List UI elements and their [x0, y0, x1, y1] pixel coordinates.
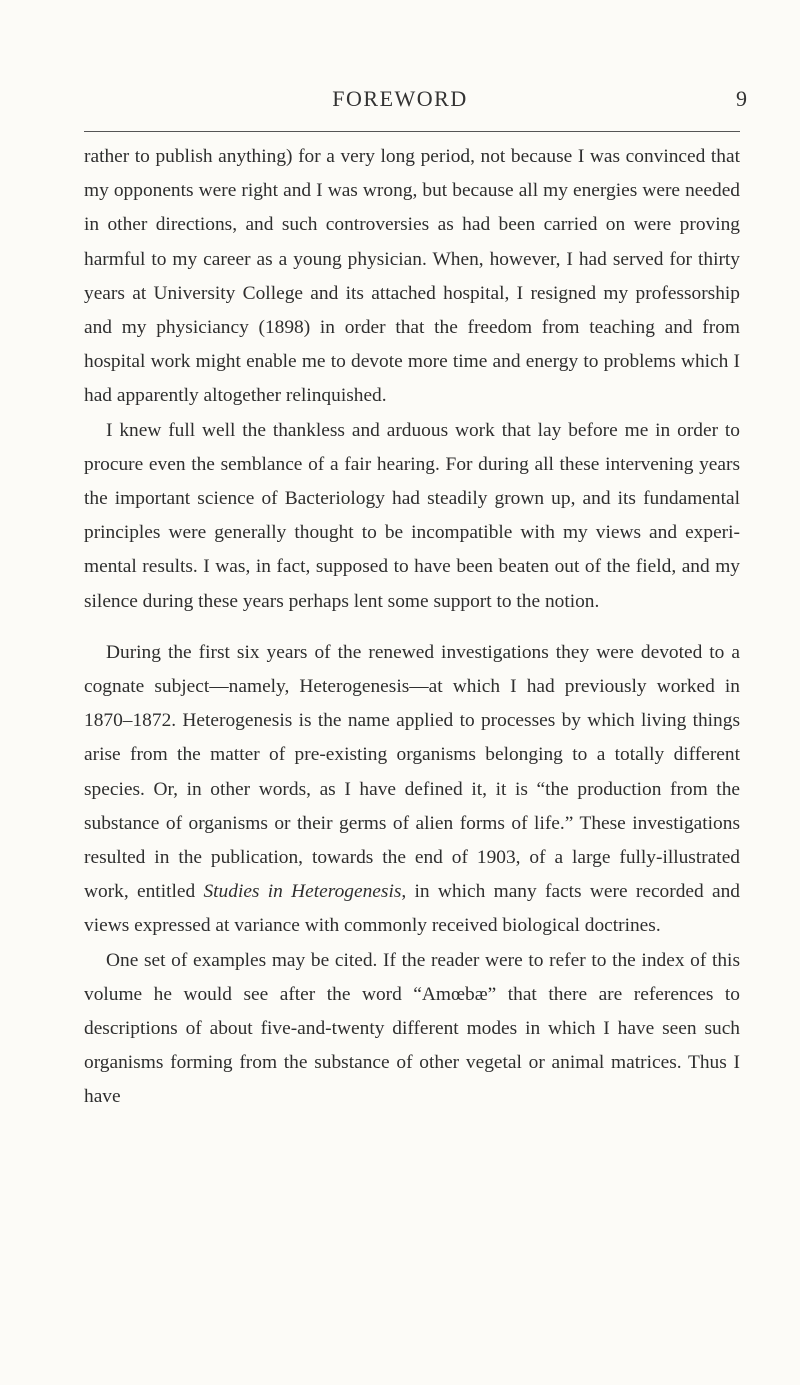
book-title-italic: Studies in Heterogenesis — [203, 881, 402, 903]
paragraph-3-text-after: , in which many facts were recorded and views expressed at variance with commonly received biological doctrines. — [84, 881, 740, 937]
paragraph-2: I knew full well the thankless and arduous work that lay before me in order to procure even the semblance of a fair hearing. For during all these intervening years the important science of Bacteriology had steadily grown up, and its fundamental principles were generally thought to be incompatible with my views and experimental results. I was, in fact, supposed to have been beaten out of the field, and my silence during these years perhaps lent some support to the notion. — [84, 419, 740, 612]
paragraph-4: One set of examples may be cited. If the reader were to refer to the index of this volume he would see after the word “Amœbæ” that there are references to descriptions of about five-and-twenty different modes in which I have seen such organisms forming from the substance of other vegetal or animal matrices. Thus I have — [84, 949, 740, 1108]
paragraph-3 — [84, 636, 740, 944]
paragraph-1: rather to publish anything) for a very long period, not because I was convinced that my opponents were right and I was wrong, but because all my energies were needed in other directions, and such controversies as had been carried on were proving harmful to my career as a young physician. When, however, I had served for thirty years at University College and its attached hospital, I resigned my professorship and my physiciancy (1898) in order that the freedom from teaching and from hospital work might enable me to devote more time and energy to problems which I had apparently altogether relinquished. — [84, 146, 740, 407]
header-rule — [84, 131, 740, 132]
chapter-title: FOREWORD — [332, 86, 468, 111]
page-number: 9 — [736, 86, 747, 111]
running-header — [0, 86, 800, 126]
body-text — [84, 140, 740, 1115]
paragraph-3-text-before: During the first six years of the renewed investigations they were devoted to a cognate subject—namely, Heterogenesis—at which I had previously worked in 1870–1872. Heterogenesis is the name applied to processes by which living things arise from the matter of pre-existing organisms belonging to a totally different species. Or, in other words, as I have defined it, it is “the production from the substance of organisms or their germs of alien forms of life.” These investigations resulted in the publication, towards the end of 1903, of a large fully-illustrated work, entitled — [84, 641, 740, 903]
